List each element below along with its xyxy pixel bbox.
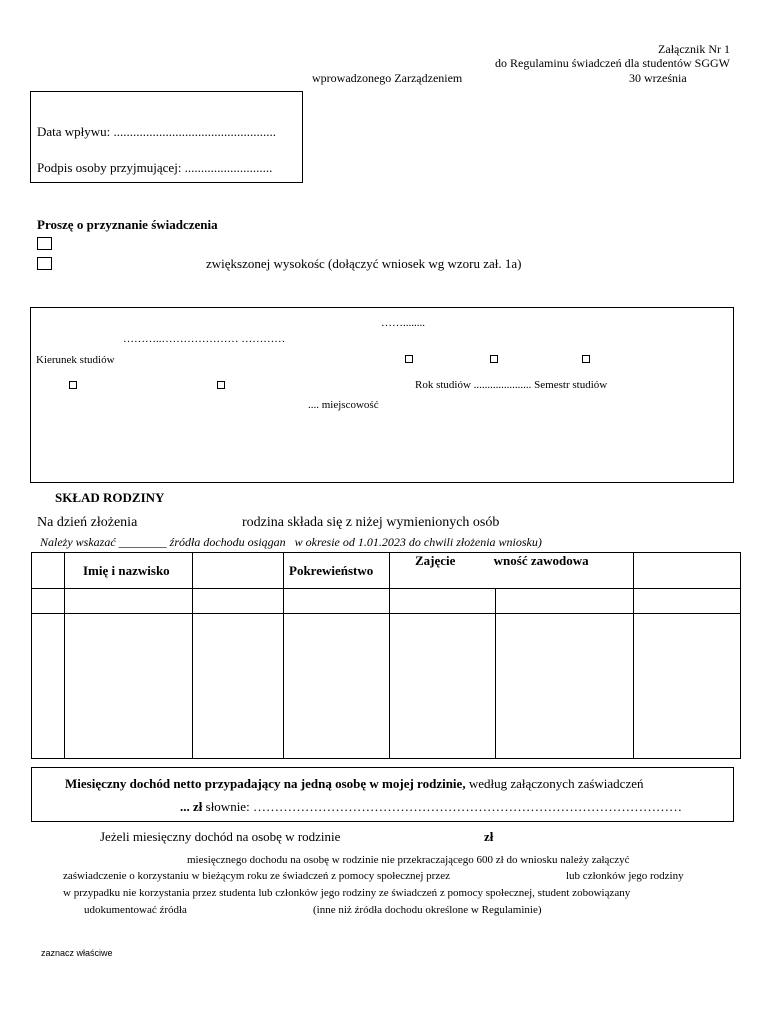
table-cell[interactable] xyxy=(65,614,193,759)
table-cell[interactable] xyxy=(284,589,390,614)
footer-line-2: miesięcznego dochodu na osobę w rodzinie nie przekraczającego 600 zł do wniosku należy załączyć xyxy=(187,854,630,866)
table-cell[interactable] xyxy=(496,589,634,614)
family-note-b: źródła dochodu osiągan xyxy=(169,535,286,549)
annex-ordinance: wprowadzonego Zarządzeniem xyxy=(312,71,463,85)
footer-line-3a: zaświadczenie o korzystaniu w bieżącym roku ze świadczeń z pomocy społecznej przez xyxy=(63,870,450,882)
footer-line-5b: (inne niż źródła dochodu określone w Regulaminie) xyxy=(313,904,542,916)
benefit-option-2-label: zwiększonej wysokośc (dołączyć wniosek wg wzoru zał. 1a) xyxy=(206,256,522,271)
study-form-checkbox-1[interactable] xyxy=(405,355,413,363)
annex-number: Załącznik Nr 1 xyxy=(658,42,730,56)
table-cell[interactable] xyxy=(634,614,741,759)
footer-line-3b: lub członków jego rodziny xyxy=(566,870,684,882)
request-heading: Proszę o przyznanie świadczenia xyxy=(37,217,218,232)
income-box xyxy=(31,767,734,822)
year-semester-label[interactable]: Rok studiów ..................... Semestr studiów xyxy=(415,379,608,391)
family-heading: SKŁAD RODZINY xyxy=(55,490,165,505)
study-level-checkbox-1[interactable] xyxy=(69,381,77,389)
table-header-cell xyxy=(65,553,193,589)
income-statement-rest: według załączonych zaświadczeń xyxy=(465,776,644,791)
table-cell[interactable] xyxy=(32,589,65,614)
table-header-cell xyxy=(32,553,65,589)
student-dots-1: ……........ xyxy=(381,317,425,329)
annex-regulation: do Regulaminu świadczeń dla studentów SGGW xyxy=(495,56,730,70)
intake-box xyxy=(30,91,303,183)
family-table-header-row xyxy=(32,553,741,589)
income-statement-bold: Miesięczny dochód netto przypadający na jedną osobę w mojej rodzinie, xyxy=(65,776,466,791)
table-header-cell xyxy=(193,553,284,589)
table-row xyxy=(32,614,741,759)
study-level-checkbox-2[interactable] xyxy=(217,381,225,389)
table-header-cell xyxy=(284,553,390,589)
benefit-option-2-checkbox[interactable] xyxy=(37,257,52,270)
study-form-checkbox-2[interactable] xyxy=(490,355,498,363)
locality-label[interactable]: .... miejscowość xyxy=(308,399,379,411)
footer-currency: zł xyxy=(484,829,494,844)
column-relationship-header: Pokrewieństwo xyxy=(289,563,374,578)
footer-condition: Jeżeli miesięczny dochód na osobę w rodzinie xyxy=(100,829,341,844)
table-header-cell xyxy=(390,553,634,589)
table-cell[interactable] xyxy=(193,589,284,614)
family-intro-b: rodzina składa się z niżej wymienionych osób xyxy=(242,515,500,530)
annex-date: 30 września xyxy=(629,71,687,85)
table-cell[interactable] xyxy=(390,589,496,614)
study-form-checkbox-3[interactable] xyxy=(582,355,590,363)
family-note-c: w okresie od 1.01.2023 do chwili złożenia wniosku) xyxy=(294,535,542,549)
footer-line-4: w przypadku nie korzystania przez studenta lub członków jego rodziny ze świadczeń z pomocy społecznej, student zobowiązany xyxy=(63,887,631,899)
date-received-field[interactable]: Data wpływu: .................................................. xyxy=(37,124,277,139)
income-amount-field[interactable]: ... zł xyxy=(180,799,203,814)
column-name-header: Imię i nazwisko xyxy=(83,563,170,578)
table-cell[interactable] xyxy=(284,614,390,759)
column-work-header: wność zawodowa xyxy=(493,553,589,568)
benefit-option-1-checkbox[interactable] xyxy=(37,237,52,250)
receiver-signature-field[interactable]: Podpis osoby przyjmującej: ........................... xyxy=(37,160,273,175)
student-data-box xyxy=(30,307,734,483)
table-cell[interactable] xyxy=(65,589,193,614)
family-note-a: Należy wskazać xyxy=(40,535,116,549)
table-cell[interactable] xyxy=(32,614,65,759)
table-cell[interactable] xyxy=(634,589,741,614)
table-cell[interactable] xyxy=(496,614,634,759)
column-occupation-header: Zajęcie xyxy=(415,553,456,568)
family-intro-a: Na dzień złożenia xyxy=(37,515,138,530)
family-note-blank: ________ xyxy=(118,535,167,549)
footnote-mark-appropriate: zaznacz właściwe xyxy=(41,948,113,958)
table-header-cell xyxy=(634,553,741,589)
field-of-study-label: Kierunek studiów xyxy=(36,354,115,366)
student-dots-2: ………..………………… ………… xyxy=(123,333,286,345)
footer-line-5a: udokumentować źródła xyxy=(84,904,187,916)
table-cell[interactable] xyxy=(390,614,496,759)
table-row xyxy=(32,589,741,614)
family-table xyxy=(31,552,741,759)
income-in-words-field[interactable]: słownie: ……………………………………………………………………………………… xyxy=(205,799,682,814)
table-cell[interactable] xyxy=(193,614,284,759)
